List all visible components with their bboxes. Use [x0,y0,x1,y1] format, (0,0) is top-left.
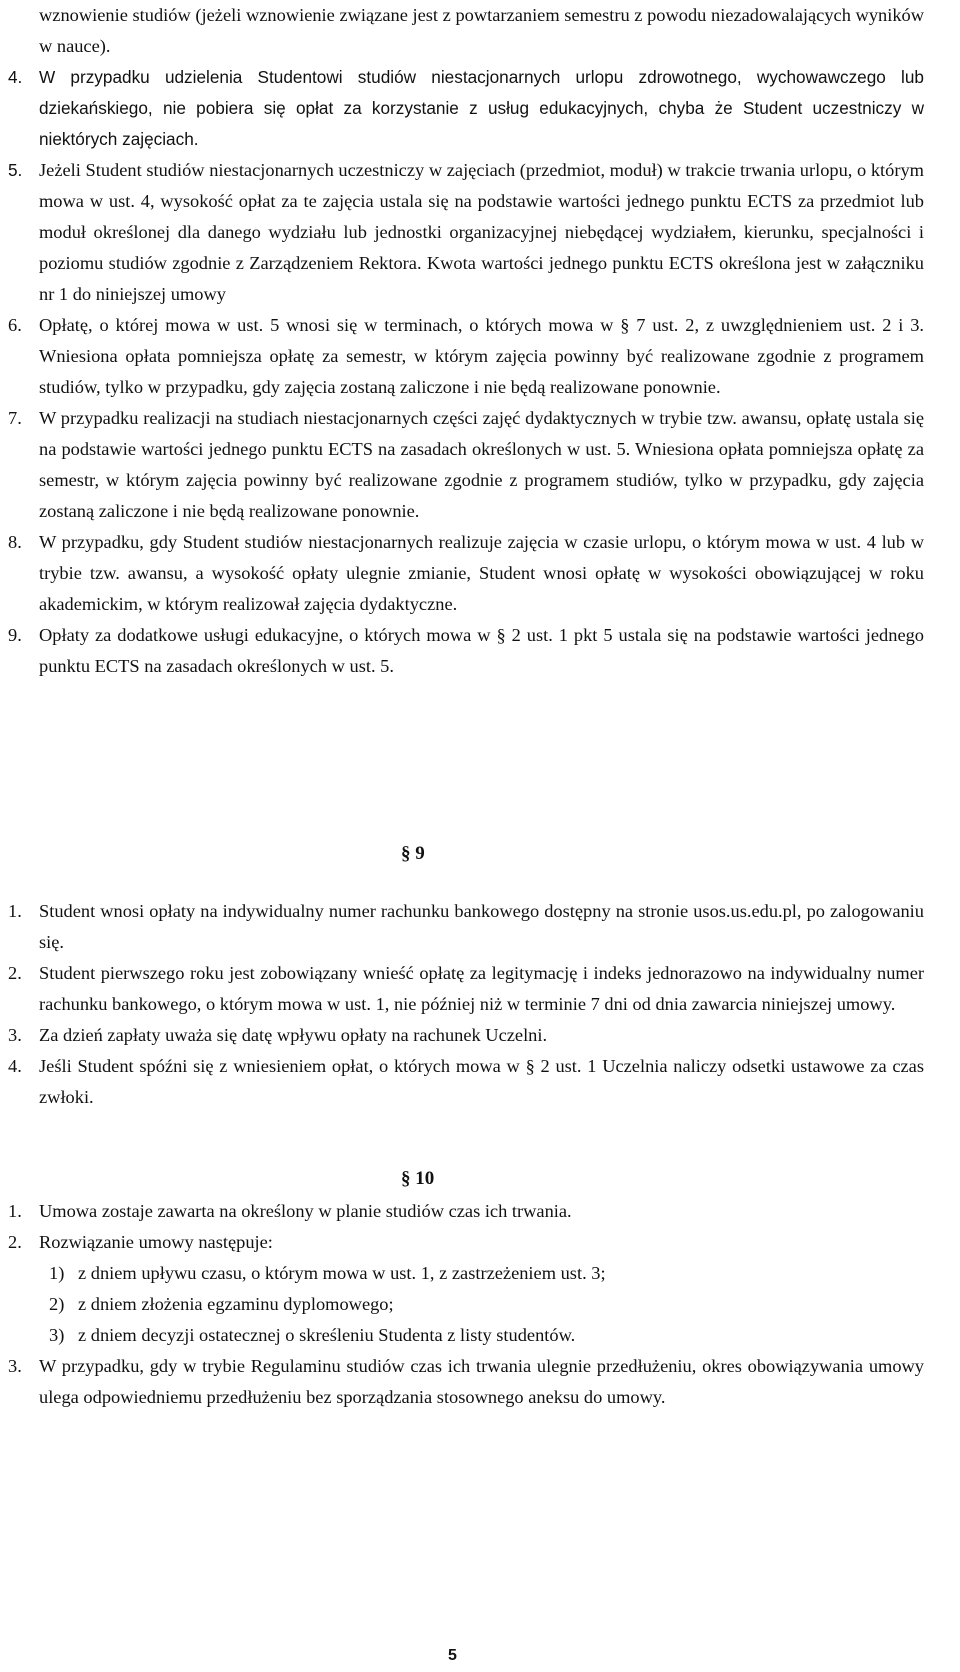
sub-list-item [8,1258,924,1289]
item-number: 9. [8,625,22,645]
section-8-list [8,62,924,682]
item-number: 3. [8,1356,22,1376]
sub-item-number: 3) [49,1325,65,1345]
item-text: Jeśli Student spóźni się z wniesieniem opłat, o których mowa w § 2 ust. 1 Uczelnia naliczy odsetki ustawowe za czas zwłoki. [39,1056,924,1107]
item-number: 4. [8,67,23,87]
item-text: W przypadku udzielenia Studentowi studiów niestacjonarnych urlopu zdrowotnego, wychowawczego lub dziekańskiego, nie pobiera się opłat za korzystanie z usług edukacyjnych, chyba że Student uczestniczy w niektórych zajęciach. [39,67,924,149]
section-9-list [8,896,924,1113]
item-text: W przypadku realizacji na studiach niestacjonarnych części zajęć dydaktycznych w trybie tzw. awansu, opłatę ustala się na podstawie wartości jednego punktu ECTS na zasadach określonych w ust. 5. Wniesiona opłata pomniejsza opłatę za semestr, w którym zajęcia powinny być realizowane zgodnie z programem studiów, tylko w przypadku, gdy zajęcia zostaną zaliczone i nie będą realizowane ponownie. [39,408,924,521]
item-text: W przypadku, gdy w trybie Regulaminu studiów czas ich trwania ulegnie przedłużeniu, okres obowiązywania umowy ulega odpowiedniemu przedłużeniu bez sporządzania stosownego aneksu do umowy. [39,1356,924,1407]
item-number: 6. [8,315,22,335]
list-item [8,896,924,958]
list-item [8,1227,924,1258]
item-number: 2. [8,1232,22,1252]
item-number: 3. [8,1025,22,1045]
list-item [8,155,924,310]
sub-item-number: 1) [49,1263,65,1283]
section-10-list [8,1196,924,1413]
list-item [8,620,924,682]
list-item [8,1351,924,1413]
list-item [8,403,924,527]
item-text: Opłatę, o której mowa w ust. 5 wnosi się w terminach, o których mowa w § 7 ust. 2, z uwzględnieniem ust. 2 i 3. Wniesiona opłata pomniejsza opłatę za semestr, w którym zajęcia powinny być realizowane zgodnie z programem studiów, tylko w przypadku, gdy zajęcia zostaną zaliczone i nie będą realizowane ponownie. [39,315,924,397]
list-item [8,527,924,620]
item-text: Za dzień zapłaty uważa się datę wpływu opłaty na rachunek Uczelni. [39,1025,548,1045]
list-item [8,1196,924,1227]
item-number: 7. [8,408,22,428]
sub-item-text: z dniem upływu czasu, o którym mowa w ust. 1, z zastrzeżeniem ust. 3; [78,1263,606,1283]
list-item [8,310,924,403]
list-item [8,62,924,155]
list-item [8,1020,924,1051]
sub-item-text: z dniem decyzji ostatecznej o skreśleniu Studenta z listy studentów. [78,1325,576,1345]
item-number: 5. [8,160,23,180]
item-text: Student pierwszego roku jest zobowiązany wnieść opłatę za legitymację i indeks jednorazowo na indywidualny numer rachunku bankowego, o którym mowa w ust. 1, nie później niż w terminie 7 dni od dnia zawarcia niniejszej umowy. [39,963,924,1014]
list-item [8,1051,924,1113]
item-number: 4. [8,1056,22,1076]
sub-item-text: z dniem złożenia egzaminu dyplomowego; [78,1294,394,1314]
item-number: 8. [8,532,22,552]
paragraph-continuation: wznowienie studiów (jeżeli wznowienie związane jest z powtarzaniem semestru z powodu niezadowalających wyników w nauce). [39,5,924,56]
item-text: Rozwiązanie umowy następuje: [39,1232,273,1252]
list-item [8,958,924,1020]
section-9-heading: § 9 [401,843,425,864]
item-number: 1. [8,1201,22,1221]
item-text: Opłaty za dodatkowe usługi edukacyjne, o których mowa w § 2 ust. 1 pkt 5 ustala się na podstawie wartości jednego punktu ECTS na zasadach określonych w ust. 5. [39,625,924,676]
sub-list-item [8,1289,924,1320]
item-number: 1. [8,901,22,921]
item-text: Jeżeli Student studiów niestacjonarnych uczestniczy w zajęciach (przedmiot, moduł) w trakcie trwania urlopu, o którym mowa w ust. 4, wysokość opłat za te zajęcia ustala się na podstawie wartości jednego punktu ECTS za przedmiot lub moduł określonej dla danego wydziału lub jednostki organizacyjnej niebędącej wydziałem, kierunku, specjalności i poziomu studiów zgodnie z Zarządzeniem Rektora. Kwota wartości jednego punktu ECTS określona jest w załączniku nr 1 do niniejszej umowy [39,160,924,304]
sub-item-number: 2) [49,1294,65,1314]
sub-list-item [8,1320,924,1351]
page-number: 5 [448,1647,457,1664]
item-number: 2. [8,963,22,983]
section-8-continuation [8,0,924,62]
item-text: Student wnosi opłaty na indywidualny numer rachunku bankowego dostępny na stronie usos.us.edu.pl, po zalogowaniu się. [39,901,924,952]
section-10-heading: § 10 [401,1168,435,1189]
item-text: Umowa zostaje zawarta na określony w planie studiów czas ich trwania. [39,1201,572,1221]
item-text: W przypadku, gdy Student studiów niestacjonarnych realizuje zajęcia w czasie urlopu, o którym mowa w ust. 4 lub w trybie tzw. awansu, a wysokość opłaty ulegnie zmianie, Student wnosi opłatę w wysokości obowiązującej w roku akademickim, w którym realizował zajęcia dydaktyczne. [39,532,924,614]
